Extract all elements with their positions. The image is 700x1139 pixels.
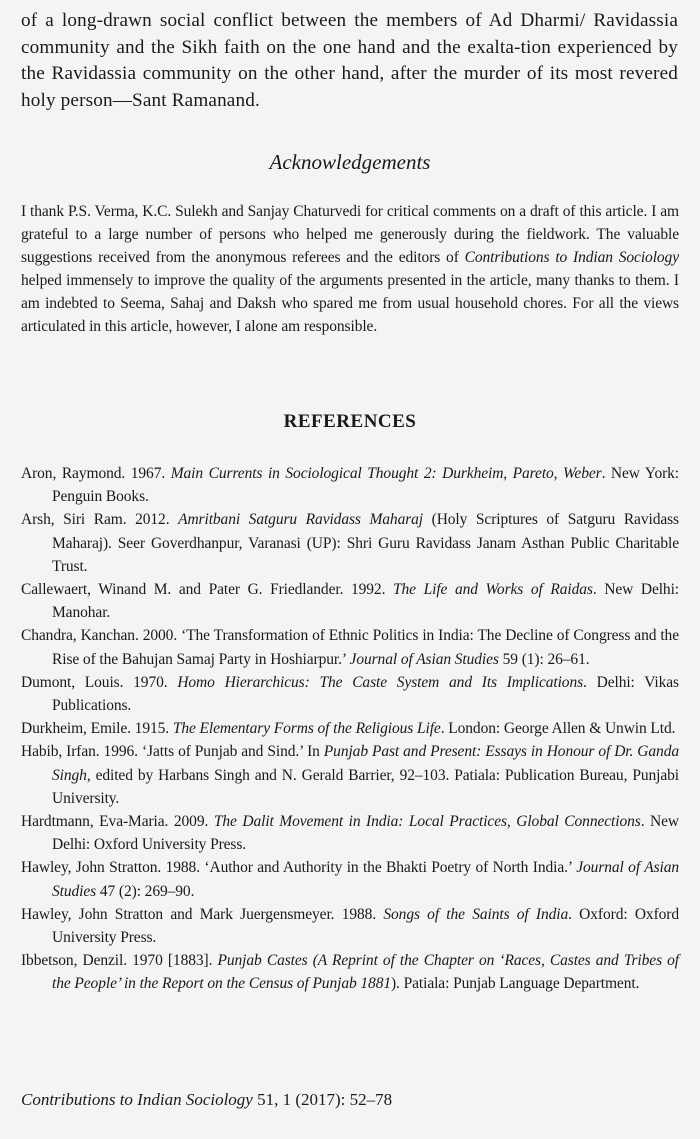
ref-author-year: Dumont, Louis. 1970. [21, 673, 178, 691]
ref-title: Journal of Asian Studies [52, 859, 680, 900]
ref-publisher: (Holy Scriptures of Satguru Ravidass Maharaj). Seer Goverdhanpur, Varanasi (UP): Shri Guru Ravidass Janam Asthan Public Charitable Trust. [52, 511, 679, 575]
ref-author-year: Habib, Irfan. 1996. ‘Jatts of Punjab and Sind.’ In [21, 743, 324, 761]
ack-text-part2: helped immensely to improve the quality of the arguments presented in the article, many thanks to them. I am indebted to Seema, Sahaj and Daksh who spared me from usual household chores. For all the views articulated in this article, however, I alone am responsible. [21, 272, 679, 335]
footer-journal-title: Contributions to Indian Sociology [21, 1090, 253, 1109]
acknowledgements-heading: Acknowledgements [269, 150, 431, 174]
reference-entry [21, 717, 679, 740]
ref-author-year: Aron, Raymond. 1967. [21, 465, 171, 482]
ref-title: Songs of the Saints of India [383, 905, 569, 923]
ref-title: Main Currents in Sociological Thought 2: Durkheim, Pareto, Weber [170, 465, 602, 482]
reference-entry [21, 671, 679, 717]
footer-volume-pages: 51, 1 (2017): 52–78 [252, 1090, 393, 1109]
references-heading: REFERENCES [283, 411, 417, 432]
acknowledgements-text [21, 200, 679, 338]
ref-publisher: , edited by Harbans Singh and N. Gerald Barrier, 92–103. Patiala: Publication Bureau, Punjabi University. [52, 766, 679, 807]
reference-entry [21, 508, 679, 578]
ref-title: The Life and Works of Raidas [393, 581, 593, 599]
ref-author-year: Arsh, Siri Ram. 2012. [21, 511, 179, 529]
ref-title: Journal of Asian Studies [349, 650, 499, 668]
ref-author-year: Hawley, John Stratton. 1988. ‘Author and Authority in the Bhakti Poetry of North India.’ [21, 859, 577, 877]
reference-entry [21, 462, 679, 508]
ref-author-year: Durkheim, Emile. 1915. [21, 720, 173, 738]
ref-title: Punjab Past and Present: Essays in Honour of Dr. Ganda Singh [52, 743, 679, 784]
ref-author-year: Callewaert, Winand M. and Pater G. Friedlander. 1992. [21, 581, 393, 599]
ack-text-part1: I thank P.S. Verma, K.C. Sulekh and Sanjay Chaturvedi for critical comments on a draft of this article. I am grateful to a large number of persons who helped me generously during the fieldwork. The valuable suggestions received from the anonymous referees and the editors of [21, 203, 679, 266]
reference-entry [21, 578, 679, 624]
reference-entry [21, 810, 679, 856]
ref-title: The Dalit Movement in India: Local Practices, Global Connections [213, 813, 641, 831]
ref-publisher: . London: George Allen & Unwin Ltd. [440, 720, 676, 738]
ack-journal-title: Contributions to Indian Sociology [464, 249, 679, 266]
journal-citation-footer [21, 1090, 392, 1110]
ref-publisher: . Oxford: Oxford University Press. [52, 905, 679, 947]
ref-publisher: . New York: Penguin Books. [52, 465, 680, 506]
reference-entry [21, 949, 679, 995]
ref-publisher: . Delhi: Vikas Publications. [52, 673, 679, 715]
reference-entry [21, 740, 679, 810]
ref-title: Punjab Castes (A Reprint of the Chapter on ‘Races, Castes and Tribes of the People’ in the Report on the Census of Punjab 1881 [52, 952, 679, 993]
ref-publisher: 59 (1): 26–61. [498, 650, 590, 668]
ref-publisher: . New Delhi: Manohar. [52, 581, 679, 622]
reference-entry [21, 903, 679, 949]
ref-publisher: . New Delhi: Oxford University Press. [52, 813, 680, 854]
intro-text: of a long-drawn social conflict between the members of Ad Dharmi/ Ravidassia community and the Sikh faith on the one hand and the exalta-tion experienced by the Ravidassia community on the other hand, after the murder of its most revered holy person—Sant Ramanand. [21, 10, 678, 111]
ref-title: Homo Hierarchicus: The Caste System and Its Implications [177, 673, 584, 691]
reference-entry [21, 856, 679, 902]
ref-publisher: ). Patiala: Punjab Language Department. [391, 975, 640, 993]
ref-author-year: Ibbetson, Denzil. 1970 [1883]. [21, 952, 218, 970]
reference-entry [21, 624, 679, 670]
ref-author-year: Hawley, John Stratton and Mark Juergensmeyer. 1988. [21, 905, 384, 923]
ref-title: The Elementary Forms of the Religious Life [172, 720, 441, 738]
acknowledgements-body [21, 200, 679, 338]
ref-author-year: Chandra, Kanchan. 2000. ‘The Transformation of Ethnic Politics in India: The Decline of Congress and the Rise of the Bahujan Samaj Party in Hoshiarpur.’ [21, 627, 679, 668]
ref-author-year: Hardtmann, Eva-Maria. 2009. [21, 813, 214, 831]
ref-title: Amritbani Satguru Ravidass Maharaj [178, 511, 424, 529]
intro-paragraph [21, 8, 678, 114]
ref-publisher: 47 (2): 269–90. [96, 882, 195, 900]
references-list [21, 462, 679, 996]
